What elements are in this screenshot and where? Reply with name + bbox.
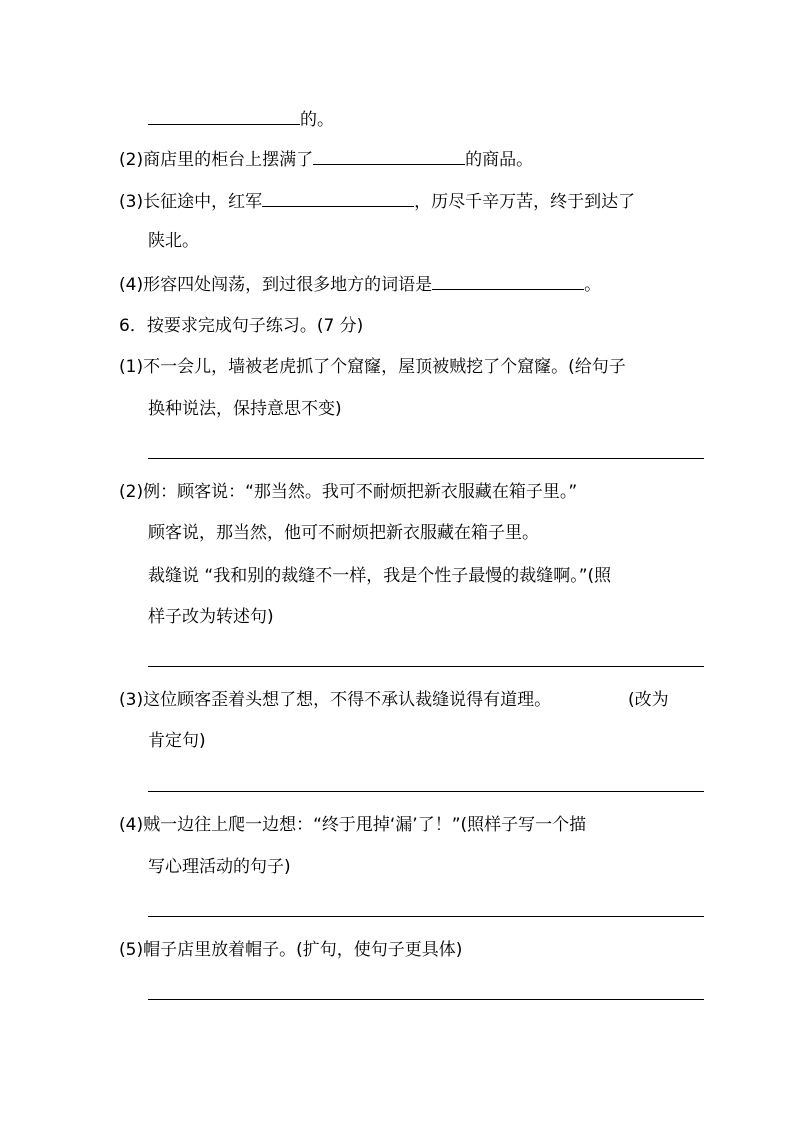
item-text: 例：顾客说：“那当然。我可不耐烦把新衣服藏在箱子里。”	[143, 482, 578, 502]
item-text: 贼一边往上爬一边想：“终于甩掉‘漏’了！”(照样子写一个描	[143, 815, 587, 835]
item-text: 的商品。	[465, 150, 534, 170]
q6-s2-line1	[119, 481, 577, 503]
item-text: 的。	[300, 110, 334, 130]
q6-s1-line2: 换种说法，保持意思不变)	[148, 399, 342, 419]
item-text: 帽子店里放着帽子。(扩句，使句子更具体)	[143, 940, 463, 960]
item-number: (3)	[119, 192, 144, 212]
item-text: 商店里的柜台上摆满了	[143, 150, 314, 170]
answer-blank[interactable]	[432, 273, 584, 290]
q6-s1-line1	[119, 356, 626, 378]
item-text: ，历尽千辛万苦，终于到达了	[414, 192, 636, 212]
item-text: 长征途中，红军	[143, 192, 263, 212]
q6-s3-hint: (改为	[628, 690, 669, 710]
q6-s5-line1	[119, 939, 462, 961]
item-number: (3)	[119, 690, 144, 710]
item-text: 这位顾客歪着头想了想，不得不承认裁缝说得有道理。	[143, 690, 552, 710]
answer-line[interactable]	[148, 999, 704, 1000]
answer-blank[interactable]	[262, 190, 414, 207]
q6-s3-line2: 肯定句)	[148, 731, 206, 751]
q5-item3-line2: 陕北。	[148, 231, 199, 251]
item-number: (4)	[119, 275, 144, 295]
answer-line[interactable]	[148, 666, 704, 667]
q6-s2-line2: 顾客说，那当然，他可不耐烦把新衣服藏在箱子里。	[148, 523, 539, 543]
answer-blank[interactable]	[313, 148, 465, 165]
q6-s2-line3: 裁缝说 “我和别的裁缝不一样，我是个性子最慢的裁缝啊。”(照	[148, 566, 612, 586]
q6-s2-line4: 样子改为转述句)	[148, 607, 274, 627]
item-text: 不一会儿，墙被老虎抓了个窟窿，屋顶被贼挖了个窟窿。(给句子	[143, 357, 626, 377]
answer-blank[interactable]	[148, 108, 300, 125]
answer-line[interactable]	[148, 791, 704, 792]
item-text: 。	[584, 275, 602, 295]
item-number: (5)	[119, 940, 144, 960]
q6-s4-line2: 写心理活动的句子)	[148, 857, 291, 877]
item-number: (2)	[119, 150, 144, 170]
q5-item3-line	[119, 190, 635, 213]
q5-item1-line	[148, 108, 334, 131]
item-text: 形容四处闯荡，到过很多地方的词语是	[143, 275, 433, 295]
q5-item2-line	[119, 148, 533, 171]
answer-line[interactable]	[148, 458, 704, 459]
q6-s4-line1	[119, 814, 586, 836]
q5-item4-line	[119, 273, 601, 296]
item-number: (1)	[119, 357, 144, 377]
item-number: (4)	[119, 815, 144, 835]
q6-s3-line1	[119, 689, 551, 711]
item-number: (2)	[119, 482, 144, 502]
q6-heading: 6．按要求完成句子练习。(7 分)	[119, 316, 364, 336]
answer-line[interactable]	[148, 916, 704, 917]
